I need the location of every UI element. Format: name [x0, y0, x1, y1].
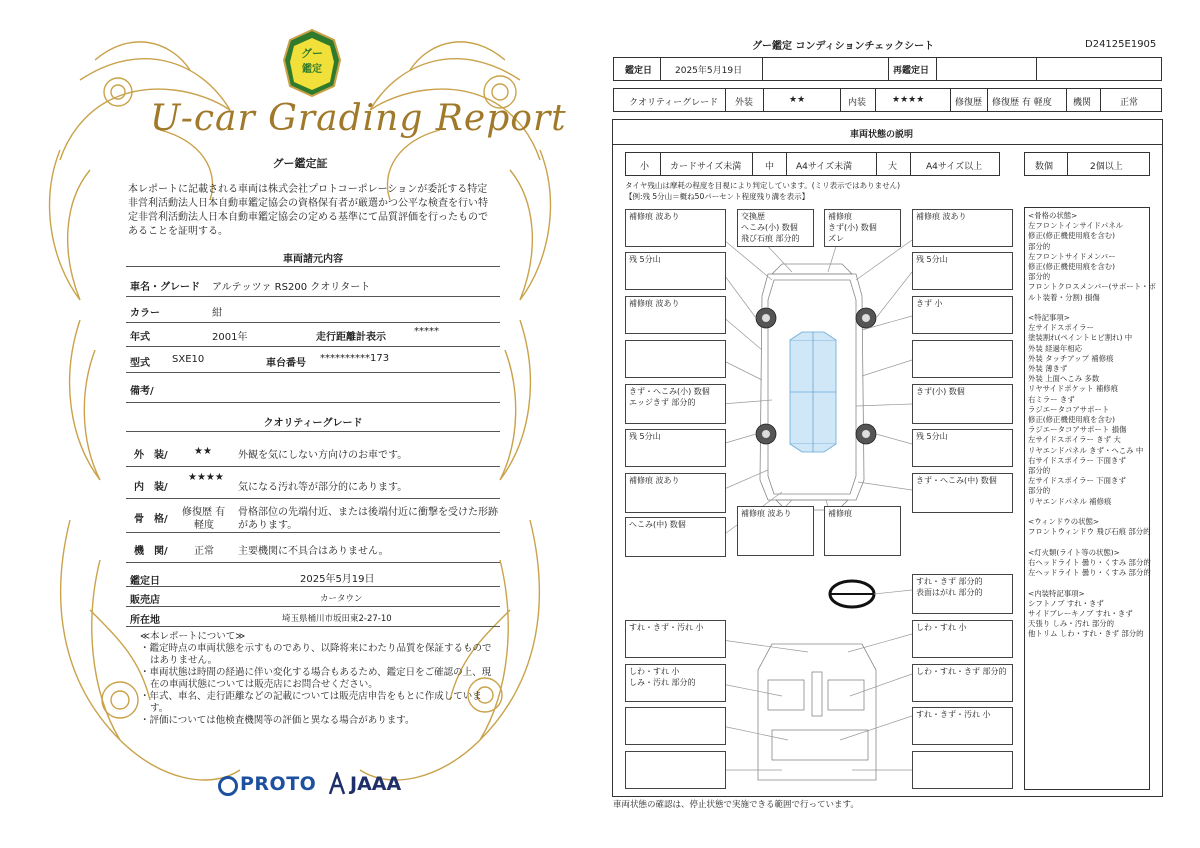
quality-row-frame: [126, 498, 500, 533]
quality-row-exterior: [126, 434, 500, 467]
note-4: ・評価については他検査機関等の評価と異なる場合があります。: [140, 715, 415, 726]
damage-box-right-4: [912, 340, 1013, 378]
steering-box: すれ・きず 部分的 表面はがれ 部分的: [912, 574, 1013, 614]
engine-label: 機関: [1073, 98, 1092, 108]
note-1: ・鑑定時点の車両状態を示すものであり、以降将来にわたり品質を保証するものではありません。: [140, 643, 492, 666]
color-label: カラー: [130, 308, 160, 319]
document-code: D24125E1905: [1085, 39, 1157, 50]
tire-note-1: タイヤ残山は摩耗の程度を目視により判定しています。(ミリ表示ではありません): [625, 181, 901, 190]
grid-line: [888, 57, 889, 81]
remarks-label: 備考/: [130, 386, 154, 397]
spec-row-color: [126, 296, 500, 323]
proto-logo-icon: [218, 776, 238, 796]
shop-label: 販売店: [130, 595, 160, 606]
repair-label: 修復歴: [955, 98, 983, 108]
interior-stars: ★★★★: [892, 95, 925, 105]
engine-label: 機 関/: [134, 546, 168, 557]
engine-desc: 主要機関に不具合はありません。: [238, 546, 389, 557]
grid-line: [752, 152, 753, 176]
ext-label: 外 装/: [134, 450, 168, 461]
interior-label: 内装: [848, 98, 867, 108]
damage-box-left-6: 残 5分山: [625, 429, 726, 467]
appraisal-date-label: 鑑定日: [625, 66, 653, 76]
spec-row-year: [126, 322, 500, 347]
grid-line: [762, 57, 763, 81]
quality-heading: クオリティーグレード: [263, 418, 363, 429]
grid-line: [876, 152, 877, 176]
damage-box-top-2: 補修痕 きず(小) 数個 ズレ: [824, 209, 901, 247]
size-mid-desc: A4サイズ未満: [796, 162, 853, 172]
address-label: 所在地: [130, 615, 160, 626]
report-notes: [140, 631, 500, 727]
mileage-value: *****: [414, 326, 439, 337]
model-value: SXE10: [172, 354, 205, 365]
repair-value: 修復歴 有 軽度: [992, 98, 1052, 108]
count-desc: 2個以上: [1090, 162, 1123, 172]
quality-row-interior: [126, 466, 500, 499]
size-mid: 中: [765, 162, 775, 172]
interior-box-right-4: [912, 751, 1013, 789]
interior-box-left-1: すれ・きず・汚れ 小: [625, 620, 726, 658]
spec-heading: 車両諸元内容: [283, 254, 343, 265]
certificate-body: 本レポートに記載される車両は株式会社プロトコーポレーションが委託する特定非営利活動法人日本自動車鑑定協会の資格保有者が厳選かつ公平な検査を行い特定非営利活動法人日本自動車鑑定協会の定める基準にて品質評価を行ったものであることを証明する。: [128, 184, 488, 237]
jaaa-logo-icon: [328, 772, 346, 796]
frame-value-2: 軽度: [194, 520, 214, 531]
interior-box-left-3: [625, 707, 726, 745]
badge-text-bottom: 鑑定: [302, 64, 322, 75]
damage-box-left-2: 残 5分山: [625, 252, 726, 290]
date-label: 鑑定日: [130, 576, 160, 587]
engine-value: 正常: [194, 546, 214, 557]
size-large-desc: A4サイズ以上: [926, 162, 983, 172]
grid-line: [1100, 88, 1101, 112]
footer-note: 車両状態の確認は、停止状態で実施できる範囲で行っています。: [613, 800, 859, 810]
interior-box-right-2: しわ・すれ・きず 部分的: [912, 664, 1013, 702]
grid-line: [612, 144, 1163, 145]
badge-text-top: グー: [301, 47, 323, 60]
tire-note-2: 【例:残 5分山＝概ね50パーセント程度残り溝を表示】: [625, 192, 810, 201]
date-value: 2025年5月19日: [300, 574, 375, 585]
grid-line: [875, 88, 876, 112]
chassis-value: **********173: [320, 353, 390, 364]
frame-label: 骨 格/: [134, 514, 168, 525]
checksheet-title: グー鑑定 コンディションチェックシート: [752, 41, 935, 52]
int-stars: ★★★★: [188, 472, 224, 483]
damage-box-left-8: へこみ(中) 数個: [625, 517, 726, 557]
section-title: 車両状態の説明: [850, 130, 914, 140]
notes-title: ≪本レポートについて≫: [140, 631, 246, 642]
grid-line: [1066, 88, 1067, 112]
damage-box-right-5: きず(小) 数個: [912, 384, 1013, 424]
grid-line: [725, 88, 726, 112]
interior-box-left-2: しわ・すれ 小 しみ・汚れ 部分的: [625, 664, 726, 702]
report-script-title: U-car Grading Report: [150, 98, 567, 139]
appraisal-date-value: 2025年5月19日: [675, 66, 743, 76]
grid-line: [936, 57, 937, 81]
damage-box-right-1: 補修痕 波あり: [912, 209, 1013, 247]
size-small-desc: カードサイズ未満: [670, 162, 742, 172]
exterior-label: 外装: [735, 98, 754, 108]
grid-line: [950, 88, 951, 112]
damage-box-left-4: [625, 340, 726, 378]
note-2: ・車両状態は時間の経過に伴い変化する場合もあるため、鑑定日をご確認の上、現在の車両状態については販売店にお問合せください。: [140, 667, 492, 690]
spec-row-remarks: [126, 372, 500, 403]
ext-desc: 外観を気にしない方向けのお車です。: [238, 450, 408, 461]
condition-notes-text: <骨格の状態> 左フロントインサイドパネル 修正(修正機使用痕を含む) 部分的 左フロントサイドメンバー 修正(修正機使用痕を含む) 部分的 フロントクロスメンバー(サポート・ボ ルト装着・分割) 損傷 <特記事項> 左サイドスポイラー 塗装割れ(ペイントヒビ割れ) 中 外装 経過年相応 外装 タッチアップ 補修痕 外装 薄きず 外装 上面へこみ 多数 リヤサイドポケット 補修痕 右ミラー きず ラジエータコアサポート 修正(修正機使用痕を含む) ラジエータコアサポート 損傷 左サイドスポイラー きず 大 リヤエンドパネル きず・へこみ 中 右サイドスポイラー 下面きず 部分的 左サイドスポイラー 下面きず 部分的 リヤエンドパネル 補修痕 <ウィンドウの状態> フロントウィンドウ 飛び石痕 部分的 <灯火類(ライト等の状態)> 右ヘッドライト 曇り・くすみ 部分的 左ヘッドライト 曇り・くすみ 部分的 <内装特記事項> シフトノブ すれ・きず サイドブレーキノブ すれ・きず 天張り しみ・汚れ 部分的 他トリム しわ・すれ・きず 部分的: [1028, 211, 1156, 639]
note-3: ・年式、車名、走行距離などの記載については販売店申告をもとに作成しています。: [140, 691, 482, 714]
shop-value: カータウン: [320, 594, 363, 604]
damage-box-top-1: 交換歴 へこみ(小) 数個 飛び石痕 部分的: [737, 209, 814, 247]
jaaa-logo: JAAA: [350, 773, 402, 795]
damage-box-left-3: 補修痕 波あり: [625, 296, 726, 334]
spec-row-name: [126, 270, 500, 297]
damage-box-right-6: 残 5分山: [912, 429, 1013, 467]
proto-logo: PROTO: [240, 773, 317, 795]
frame-desc-1: 骨格部位の先端付近、または後端付近に衝撃を受けた形跡: [238, 507, 498, 518]
damage-box-left-7: 補修痕 波あり: [625, 473, 726, 513]
size-large: 大: [888, 162, 898, 172]
exterior-stars: ★★: [789, 95, 806, 105]
grid-line: [1036, 57, 1037, 81]
damage-box-right-3: きず 小: [912, 296, 1013, 334]
grid-line: [987, 88, 988, 112]
grid-line: [786, 152, 787, 176]
reappraisal-date-label: 再鑑定日: [893, 66, 930, 76]
damage-box-bottom-1: 補修痕 波あり: [737, 506, 814, 556]
model-label: 型式: [130, 358, 150, 369]
name-value: アルテッツァ RS200 クオリタート: [212, 282, 371, 293]
date-row: [126, 566, 500, 587]
address-value: 埼玉県桶川市坂田東2-27-10: [282, 614, 392, 624]
shop-row: [126, 586, 500, 607]
grid-line: [660, 152, 661, 176]
grid-line: [660, 57, 661, 81]
grid-line: [910, 152, 911, 176]
damage-box-bottom-2: 補修痕: [824, 506, 901, 556]
quality-row-engine: [126, 532, 500, 563]
damage-box-right-2: 残 5分山: [912, 252, 1013, 290]
interior-box-left-4: [625, 751, 726, 789]
grid-line: [1067, 152, 1068, 176]
name-label: 車名・グレード: [130, 282, 200, 293]
count-label: 数個: [1035, 162, 1054, 172]
color-value: 紺: [212, 308, 222, 319]
damage-box-left-1: 補修痕 波あり: [625, 209, 726, 247]
grid-line: [763, 88, 764, 112]
year-value: 2001年: [212, 332, 248, 343]
interior-box-right-3: すれ・きず・汚れ 小: [912, 707, 1013, 745]
grid-line: [840, 88, 841, 112]
divider: [126, 266, 500, 267]
int-label: 内 装/: [134, 482, 168, 493]
ext-stars: ★★: [194, 446, 212, 457]
frame-value-1: 修復歴 有: [182, 507, 226, 518]
quality-grade-label: クオリティーグレード: [629, 98, 719, 108]
spec-row-model: [126, 346, 500, 373]
int-desc: 気になる汚れ等が部分的にあります。: [238, 482, 408, 493]
engine-value: 正常: [1120, 98, 1139, 108]
certificate-title: グー鑑定証: [272, 157, 328, 170]
damage-box-left-5: きず・へこみ(小) 数個 エッジきず 部分的: [625, 384, 726, 424]
size-small: 小: [640, 162, 650, 172]
divider: [126, 431, 500, 432]
address-row: [126, 606, 500, 627]
year-label: 年式: [130, 332, 150, 343]
damage-box-right-7: きず・へこみ(中) 数個: [912, 473, 1013, 513]
interior-box-right-1: しわ・すれ 小: [912, 620, 1013, 658]
mileage-label: 走行距離計表示: [316, 332, 386, 343]
frame-desc-2: があります。: [238, 520, 298, 531]
chassis-label: 車台番号: [266, 358, 306, 369]
